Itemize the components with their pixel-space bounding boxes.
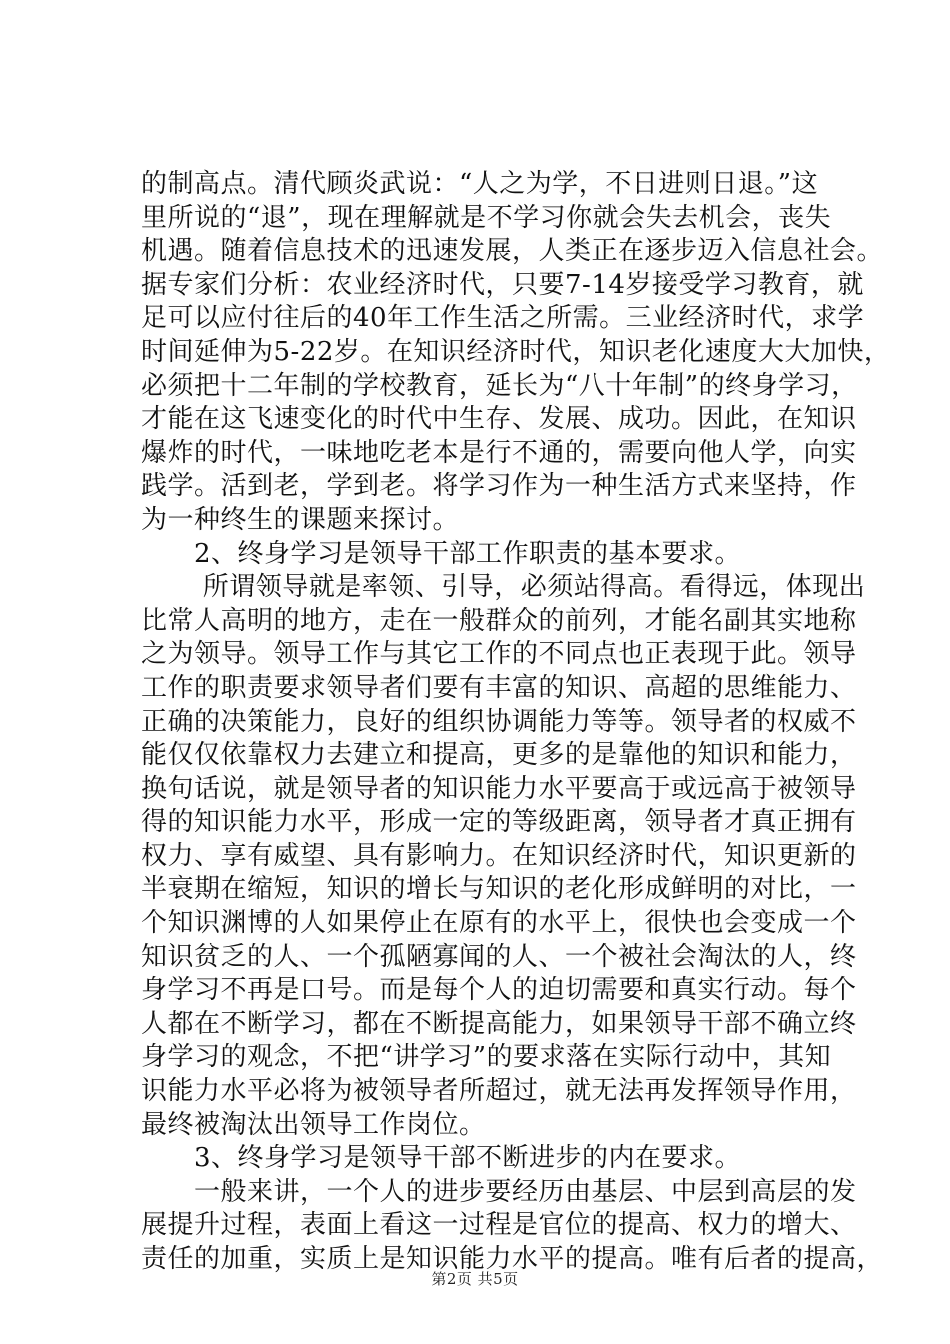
text-line: 据专家们分析：农业经济时代，只要7-14岁接受学习教育，就 bbox=[141, 269, 864, 300]
text-line: 人都在不断学习，都在不断提高能力，如果领导干部不确立终 bbox=[141, 1008, 857, 1039]
text-line: 得的知识能力水平，形成一定的等级距离，领导者才真正拥有 bbox=[141, 807, 857, 838]
text-line: 一般来讲，一个人的进步要经历由基层、中层到高层的发 bbox=[141, 1176, 857, 1207]
text-line: 展提升过程，表面上看这一过程是官位的提高、权力的增大、 bbox=[141, 1210, 857, 1241]
text-line: 的制高点。清代顾炎武说：“人之为学，不日进则日退。”这 bbox=[141, 169, 819, 199]
text-line: 比常人高明的地方，走在一般群众的前列，才能名副其实地称 bbox=[141, 605, 857, 636]
section-heading-2: 2、终身学习是领导干部工作职责的基本要求。 bbox=[141, 538, 742, 569]
text-line: 最终被淘汰出领导工作岗位。 bbox=[141, 1109, 486, 1140]
text-line: 里所说的“退”，现在理解就是不学习你就会失去机会，丧失 bbox=[141, 202, 832, 233]
page-number-footer: 第2页 共5页 bbox=[431, 1270, 519, 1288]
text-line: 之为领导。领导工作与其它工作的不同点也正表现于此。领导 bbox=[141, 639, 857, 670]
text-line: 必须把十二年制的学校教育，延长为“八十年制”的终身学习， bbox=[141, 370, 858, 401]
text-line: 能仅仅依靠权力去建立和提高，更多的是靠他的知识和能力， bbox=[141, 740, 857, 771]
text-line: 机遇。随着信息技术的迅速发展，人类正在逐步迈入信息社会。 bbox=[141, 236, 884, 267]
text-line: 时间延伸为5-22岁。在知识经济时代，知识老化速度大大加快， bbox=[141, 336, 891, 367]
text-line: 知识贫乏的人、一个孤陋寡闻的人、一个被社会淘汰的人，终 bbox=[141, 941, 857, 972]
text-line: 爆炸的时代，一味地吃老本是行不通的，需要向他人学，向实 bbox=[141, 437, 857, 468]
text-line: 个知识渊博的人如果停止在原有的水平上，很快也会变成一个 bbox=[141, 908, 857, 939]
text-line: 为一种终生的课题来探讨。 bbox=[141, 504, 460, 535]
text-line: 身学习的观念，不把“讲学习”的要求落在实际行动中，其知 bbox=[141, 1042, 832, 1073]
body-text bbox=[141, 168, 891, 1277]
text-line: 足可以应付往后的40年工作生活之所需。三业经济时代，求学 bbox=[141, 303, 865, 334]
text-line: 践学。活到老，学到老。将学习作为一种生活方式来坚持，作 bbox=[141, 471, 857, 502]
text-line: 正确的决策能力，良好的组织协调能力等等。领导者的权威不 bbox=[141, 706, 857, 737]
section-heading-3: 3、终身学习是领导干部不断进步的内在要求。 bbox=[141, 1143, 742, 1174]
text-line: 所谓领导就是率领、引导，必须站得高。看得远，体现出 bbox=[141, 572, 866, 603]
text-line: 半衰期在缩短，知识的增长与知识的老化形成鲜明的对比，一 bbox=[141, 874, 857, 905]
text-line: 才能在这飞速变化的时代中生存、发展、成功。因此，在知识 bbox=[141, 404, 857, 435]
text-line: 责任的加重，实质上是知识能力水平的提高。唯有后者的提高， bbox=[141, 1244, 884, 1274]
text-line: 换句话说，就是领导者的知识能力水平要高于或远高于被领导 bbox=[141, 773, 857, 804]
text-line: 工作的职责要求领导者们要有丰富的知识、高超的思维能力、 bbox=[141, 672, 857, 703]
text-line: 识能力水平必将为被领导者所超过，就无法再发挥领导作用， bbox=[141, 1076, 857, 1107]
text-line: 权力、享有威望、具有影响力。在知识经济时代，知识更新的 bbox=[141, 840, 857, 871]
text-line: 身学习不再是口号。而是每个人的迫切需要和真实行动。每个 bbox=[141, 975, 857, 1006]
